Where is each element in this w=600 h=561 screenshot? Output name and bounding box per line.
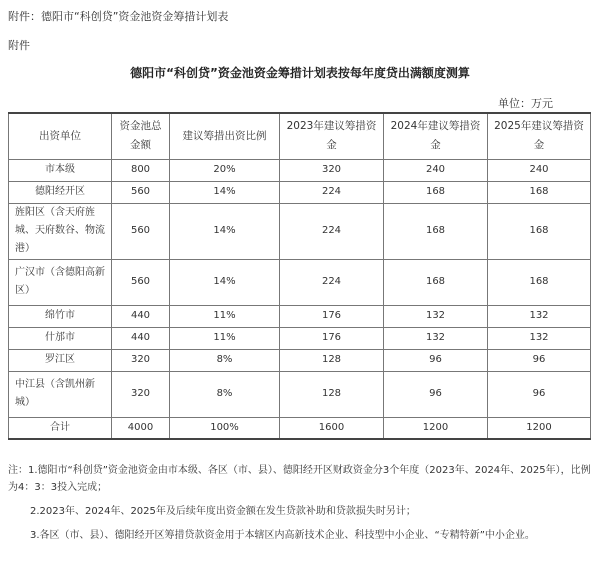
table-cell: 320 — [112, 371, 170, 417]
attachment-label: 附件 — [8, 39, 30, 52]
table-cell: 240 — [384, 159, 488, 181]
header-cell-pool-total: 资金池总金额 — [112, 113, 170, 159]
header-cell-2024: 2024年建议筹措资金 — [384, 113, 488, 159]
header-cell-2025: 2025年建议筹措资金 — [488, 113, 591, 159]
table-cell: 128 — [280, 371, 384, 417]
table-cell: 中江县（含凯州新城） — [9, 371, 112, 417]
table-cell: 168 — [384, 259, 488, 305]
header-cell-contributor: 出资单位 — [9, 113, 112, 159]
table-row — [9, 181, 591, 203]
table-cell: 德阳经开区 — [9, 181, 112, 203]
table-cell: 168 — [384, 203, 488, 259]
table-row — [9, 305, 591, 327]
table-cell: 11% — [170, 327, 280, 349]
table-row — [9, 327, 591, 349]
header-cell-ratio: 建议筹措出资比例 — [170, 113, 280, 159]
table-cell: 14% — [170, 259, 280, 305]
table-cell: 168 — [488, 203, 591, 259]
table-cell: 8% — [170, 371, 280, 417]
table-cell: 1200 — [488, 417, 591, 439]
note-3: 3.各区（市、县）、德阳经开区筹措贷款资金用于本辖区内高新技术企业、科技型中小企业、“专精特新”中小企业。 — [30, 530, 535, 541]
table-row — [9, 159, 591, 181]
notes-block — [8, 462, 594, 544]
table-cell: 14% — [170, 203, 280, 259]
table-cell: 合计 — [9, 417, 112, 439]
table-cell: 320 — [112, 349, 170, 371]
table-cell: 168 — [488, 259, 591, 305]
table-cell: 176 — [280, 305, 384, 327]
table-cell: 广汉市（含德阳高新区） — [9, 259, 112, 305]
table-cell: 什邡市 — [9, 327, 112, 349]
table-cell: 560 — [112, 181, 170, 203]
unit-label: 单位：万元 — [498, 97, 553, 110]
table-total-row — [9, 417, 591, 439]
table-cell: 132 — [488, 305, 591, 327]
table-row — [9, 259, 591, 305]
note-2: 2.2023年、2024年、2025年及后续年度出资金额在发生贷款补助和贷款损失时另计； — [30, 506, 416, 517]
table-cell: 132 — [384, 327, 488, 349]
table-cell: 旌阳区（含天府旌城、天府数谷、物流港） — [9, 203, 112, 259]
table-cell: 168 — [488, 181, 591, 203]
document-title: 德阳市“科创贷”资金池资金筹措计划表按每年度贷出满额度测算 — [130, 66, 470, 80]
table-cell: 176 — [280, 327, 384, 349]
table-cell: 绵竹市 — [9, 305, 112, 327]
header-cell-2023: 2023年建议筹措资金 — [280, 113, 384, 159]
table-cell: 128 — [280, 349, 384, 371]
note-1: 注：1.德阳市“科创贷”资金池资金由市本级、各区（市、县）、德阳经开区财政资金分3个年度（2023年、2024年、2025年），比例为4：3：3投入完成； — [8, 465, 591, 493]
funding-plan-table — [8, 112, 591, 440]
table-cell: 800 — [112, 159, 170, 181]
table-cell: 440 — [112, 305, 170, 327]
table-cell: 224 — [280, 259, 384, 305]
table-cell: 14% — [170, 181, 280, 203]
table-cell: 168 — [384, 181, 488, 203]
table-row — [9, 203, 591, 259]
table-cell: 市本级 — [9, 159, 112, 181]
table-cell: 132 — [488, 327, 591, 349]
table-cell: 320 — [280, 159, 384, 181]
table-cell: 96 — [488, 371, 591, 417]
table-cell: 100% — [170, 417, 280, 439]
table-cell: 96 — [488, 349, 591, 371]
table-cell: 560 — [112, 203, 170, 259]
table-row — [9, 371, 591, 417]
table-cell: 4000 — [112, 417, 170, 439]
table-row — [9, 349, 591, 371]
table-cell: 132 — [384, 305, 488, 327]
table-cell: 1200 — [384, 417, 488, 439]
attachment-header-line: 附件：德阳市“科创贷”资金池资金筹措计划表 — [8, 10, 229, 23]
table-cell: 罗江区 — [9, 349, 112, 371]
table-cell: 240 — [488, 159, 591, 181]
table-cell: 224 — [280, 203, 384, 259]
table-cell: 440 — [112, 327, 170, 349]
table-cell: 20% — [170, 159, 280, 181]
table-cell: 11% — [170, 305, 280, 327]
table-cell: 8% — [170, 349, 280, 371]
table-cell: 96 — [384, 349, 488, 371]
table-cell: 96 — [384, 371, 488, 417]
table-cell: 224 — [280, 181, 384, 203]
table-cell: 560 — [112, 259, 170, 305]
table-header-row — [9, 113, 591, 159]
table-cell: 1600 — [280, 417, 384, 439]
